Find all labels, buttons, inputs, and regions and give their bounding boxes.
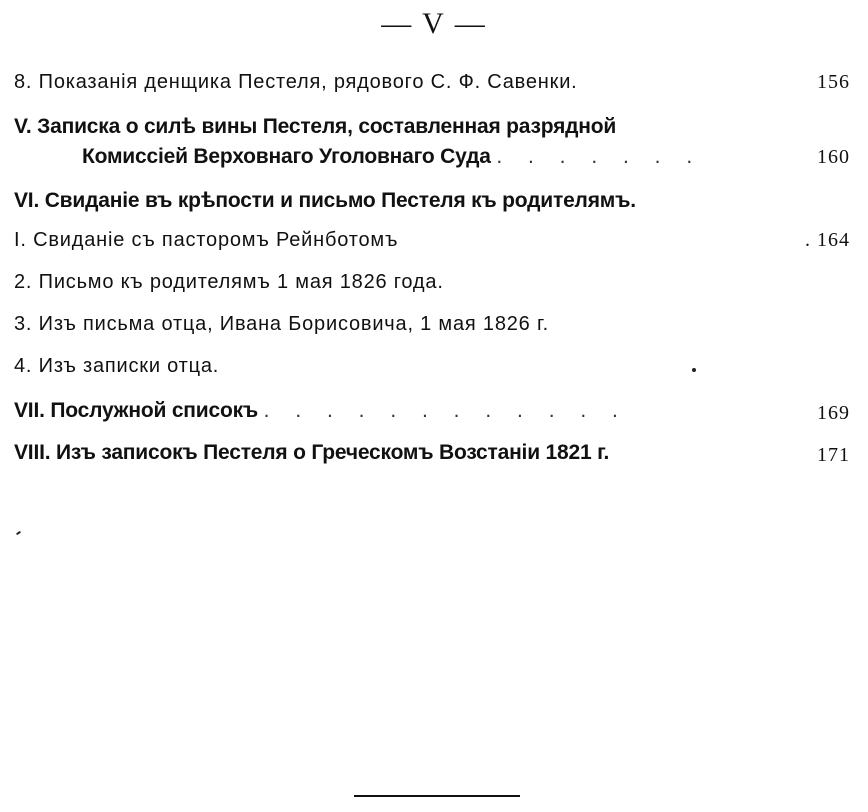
footer-rule (354, 795, 520, 797)
toc-entry-1 (14, 228, 850, 270)
toc-section-title-line2: Комиссiей Верховнаго Уголовнаго Суда (82, 145, 491, 168)
toc-section-viii (14, 438, 850, 480)
toc-section-page: 169 (817, 402, 850, 424)
page-number-header: — V — (381, 7, 487, 40)
toc-entry-8 (14, 70, 850, 112)
toc-entry-number: 8. (14, 71, 33, 93)
toc-entry-number: 3. (14, 313, 33, 335)
toc-section-number: VIII. (14, 441, 51, 464)
toc-entry-title: Показанія денщика Пестеля, рядового С. Ф. Савенки. (38, 71, 578, 93)
toc-section-title: Изъ записокъ Пестеля о Греческомъ Возстаніи 1821 г. (56, 441, 610, 464)
scan-speck (692, 368, 696, 372)
toc-leader-dots: . . . . . . . (496, 145, 703, 168)
toc-entry-title: Свиданіе съ пасторомъ Рейнботомъ (33, 229, 399, 251)
toc-entry-page: 156 (817, 71, 850, 93)
toc-entry-4 (14, 354, 850, 396)
toc-entry-number: I. (14, 229, 27, 251)
toc-entry-number: 4. (14, 355, 33, 377)
toc-section-number: VII. (14, 399, 45, 422)
toc-section-page: 160 (817, 146, 850, 168)
toc-section-number: V. (14, 115, 32, 138)
toc-section-title-line1: Записка о силѣ вины Пестеля, составленная разрядной (37, 115, 617, 138)
toc-leader-dots: . . . . . . . . . . . . (263, 399, 628, 422)
table-of-contents (14, 70, 850, 480)
toc-section-vi (14, 186, 850, 228)
toc-entry-3 (14, 312, 850, 354)
toc-entry-number: 2. (14, 271, 33, 293)
toc-entry-title: Изъ записки отца. (38, 355, 220, 377)
toc-entry-2 (14, 270, 850, 312)
scan-speck (16, 531, 21, 536)
toc-entry-title: Изъ письма отца, Ивана Борисовича, 1 мая 1826 г. (38, 313, 549, 335)
toc-section-number: VI. (14, 189, 40, 212)
toc-entry-title: Письмо къ родителямъ 1 мая 1826 года. (38, 271, 444, 293)
toc-section-page: 171 (817, 444, 850, 466)
toc-section-title: Свиданіе въ крѣпости и письмо Пестеля къ родителямъ. (44, 189, 636, 212)
toc-section-v (14, 112, 850, 186)
toc-section-title: Послужной списокъ (50, 399, 259, 422)
toc-entry-page: . 164 (805, 229, 850, 251)
toc-section-vii (14, 396, 850, 438)
